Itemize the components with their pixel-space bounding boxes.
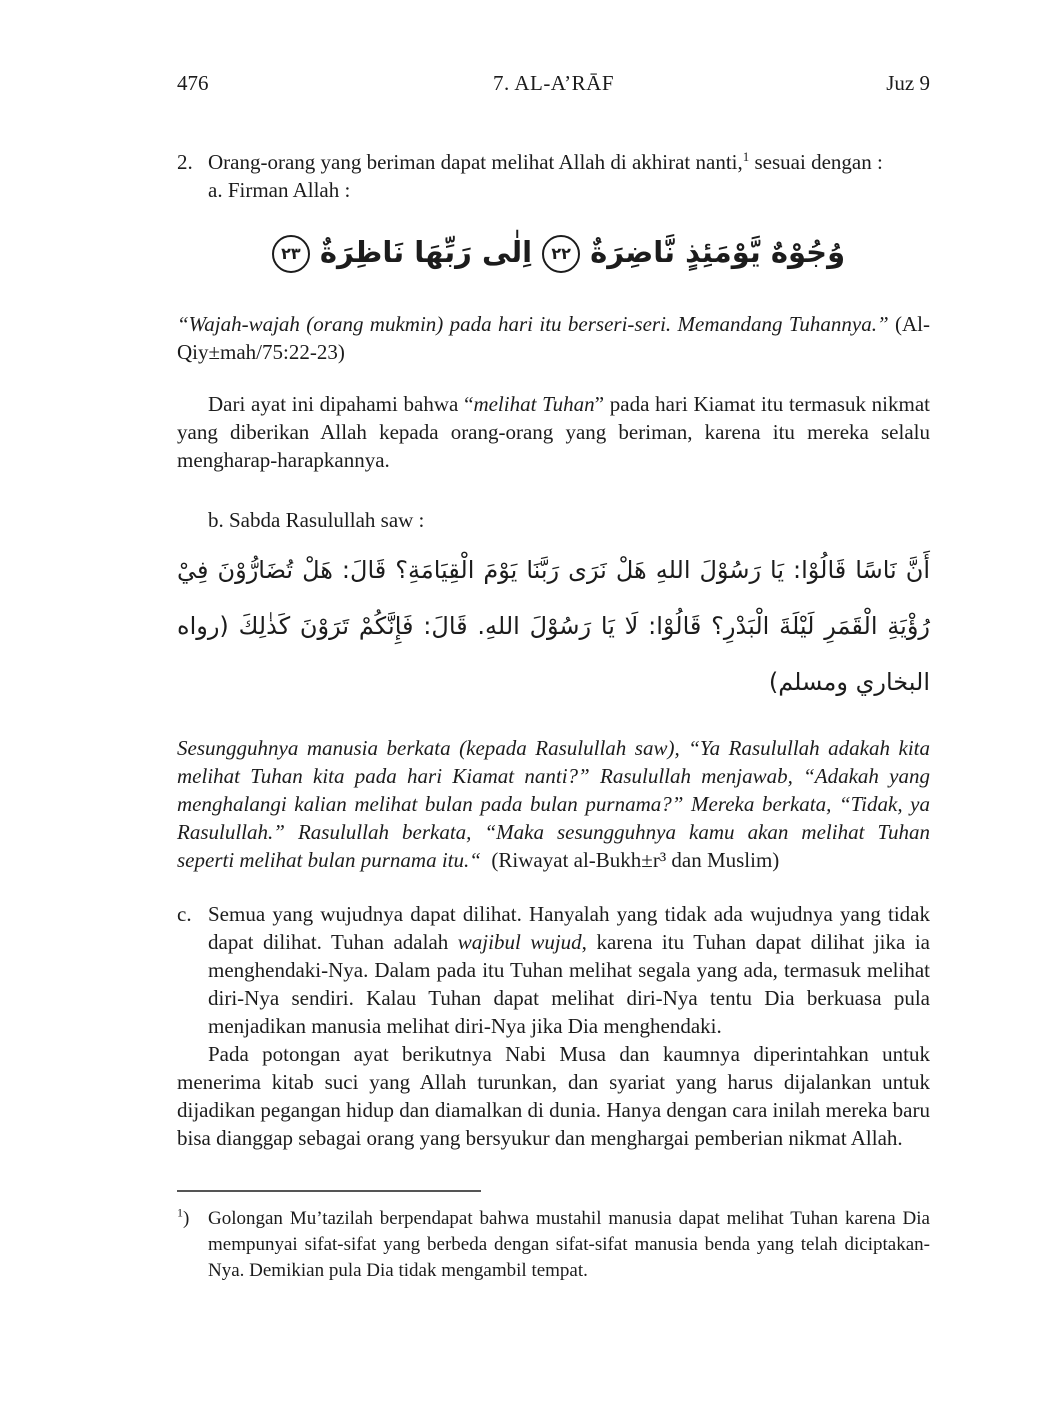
verse-translation [177,310,930,366]
item-2-text: Orang-orang yang beriman dapat melihat Allah di akhirat nanti, [208,150,743,174]
verse-text-23: اِلٰى رَبِّهَا نَاظِرَةٌ [319,235,533,269]
footnote-separator [177,1190,481,1192]
book-page [177,70,930,1284]
point-c-paragraph [177,900,930,1040]
item-2-marker: 2. [177,150,193,174]
footnote-marker-paren: ) [183,1208,190,1229]
para-dari-ayat-italic: melihat Tuhan [473,392,595,416]
page-header [177,70,930,96]
footnote-1 [177,1206,930,1284]
para-dari-ayat-after: ” pada hari Kiamat itu termasuk nikmat yang diberikan Allah kepada orang-orang yang beriman, karena itu mereka selalu mengharap-harapkannya. [177,392,931,472]
point-b-label: b. Sabda Rasulullah saw : [208,508,425,532]
hadith-translation-ref: (Riwayat al-Bukh±r³ dan Muslim) [491,848,780,872]
para-dari-ayat [177,390,930,474]
footnote-text: Golongan Mu’tazilah berpendapat bahwa mustahil manusia dapat melihat Tuhan karena Dia mempunyai sifat-sifat yang berbeda dengan sifat-sifat manusia benda yang telah diciptakan-Nya. Demikian pula Dia tidak mengambil tempat. [208,1208,930,1281]
footnote-marker [177,1206,208,1284]
verse-text-22: وُجُوْهٌ يَّوْمَئِذٍ نَّاضِرَةٌ [590,235,846,269]
item-2-text-after: sesuai dengan : [749,150,883,174]
para-pada-potongan: Pada potongan ayat berikutnya Nabi Musa dan kaumnya diperintahkan untuk menerima kitab suci yang Allah turunkan, dan syariat yang harus dijalankan untuk dijadikan pegangan hidup dan diamalkan di dunia. Hanya dengan cara inilah mereka baru bisa dianggap sebagai orang yang bersyukur dan menghargai pemberian nikmat Allah. [177,1042,930,1150]
juz-label: Juz 9 [886,71,930,95]
hadith-arabic: أَنَّ نَاسًا قَالُوْا: يَا رَسُوْلَ اللهِ هَلْ نَرَى رَبَّنَا يَوْمَ الْقِيَامَةِ؟ قَالَ: هَلْ تُضَارُّوْنَ فِيْ رُؤْيَةِ الْقَمَرِ لَيْلَةَ الْبَدْرِ؟ قَالُوْا: لَا يَا رَسُوْلَ اللهِ. قَالَ: فَإِنَّكُمْ تَرَوْنَ كَذٰلِكَ (رواه البخاري ومسلم) [177,556,930,696]
page-number: 476 [177,71,209,95]
point-a-label: a. Firman Allah : [208,178,351,202]
para-dari-ayat-before: Dari ayat ini dipahami bahwa “ [208,392,474,416]
point-c-text-before: Semua yang wujudnya dapat dilihat. Hanyalah yang tidak ada wujudnya yang tidak dapat dilihat. Tuhan adalah [208,902,930,954]
item-2-paragraph [177,148,930,176]
hadith-translation [177,734,930,874]
verse-translation-italic: “Wajah-wajah (orang mukmin) pada hari itu berseri-seri. Memandang Tuhannya.” [177,312,889,336]
point-c-italic: wajibul wujud [457,930,582,954]
point-c-marker: c. [177,902,192,926]
ayah-number-23: ٢٣ [272,235,310,273]
verse-translation-ref: (Al-Qiy±mah/75:22-23) [177,312,930,364]
hadith-translation-italic: Sesungguhnya manusia berkata (kepada Rasulullah saw), “Ya Rasulullah adakah kita melihat Tuhan kita pada hari Kiamat nanti?” Rasulullah menjawab, “Adakah yang menghalangi kalian melihat bulan pada bulan purnama?” Mereka berkata, “Tidak, ya Rasulullah.” Rasulullah berkata, “Maka sesungguhnya kamu akan melihat Tuhan seperti melihat bulan purnama itu.“ [177,736,930,872]
footnote-reference-1: 1 [742,149,750,164]
point-c-text-after: , karena itu Tuhan dapat dilihat jika ia menghendaki-Nya. Dalam pada itu Tuhan melihat segala yang ada, termasuk melihat diri-Nya sendiri. Kalau Tuhan dapat melihat diri-Nya tentu Dia berkuasa pula menjadikan manusia melihat diri-Nya jika Dia menghendaki. [208,930,930,1038]
ayah-number-22: ٢٢ [542,235,580,273]
footnote-marker-number: 1 [177,1205,183,1220]
quran-verse [177,220,930,284]
footnote-block [177,1190,930,1284]
surah-title: 7. AL-A’RĀF [492,71,614,95]
